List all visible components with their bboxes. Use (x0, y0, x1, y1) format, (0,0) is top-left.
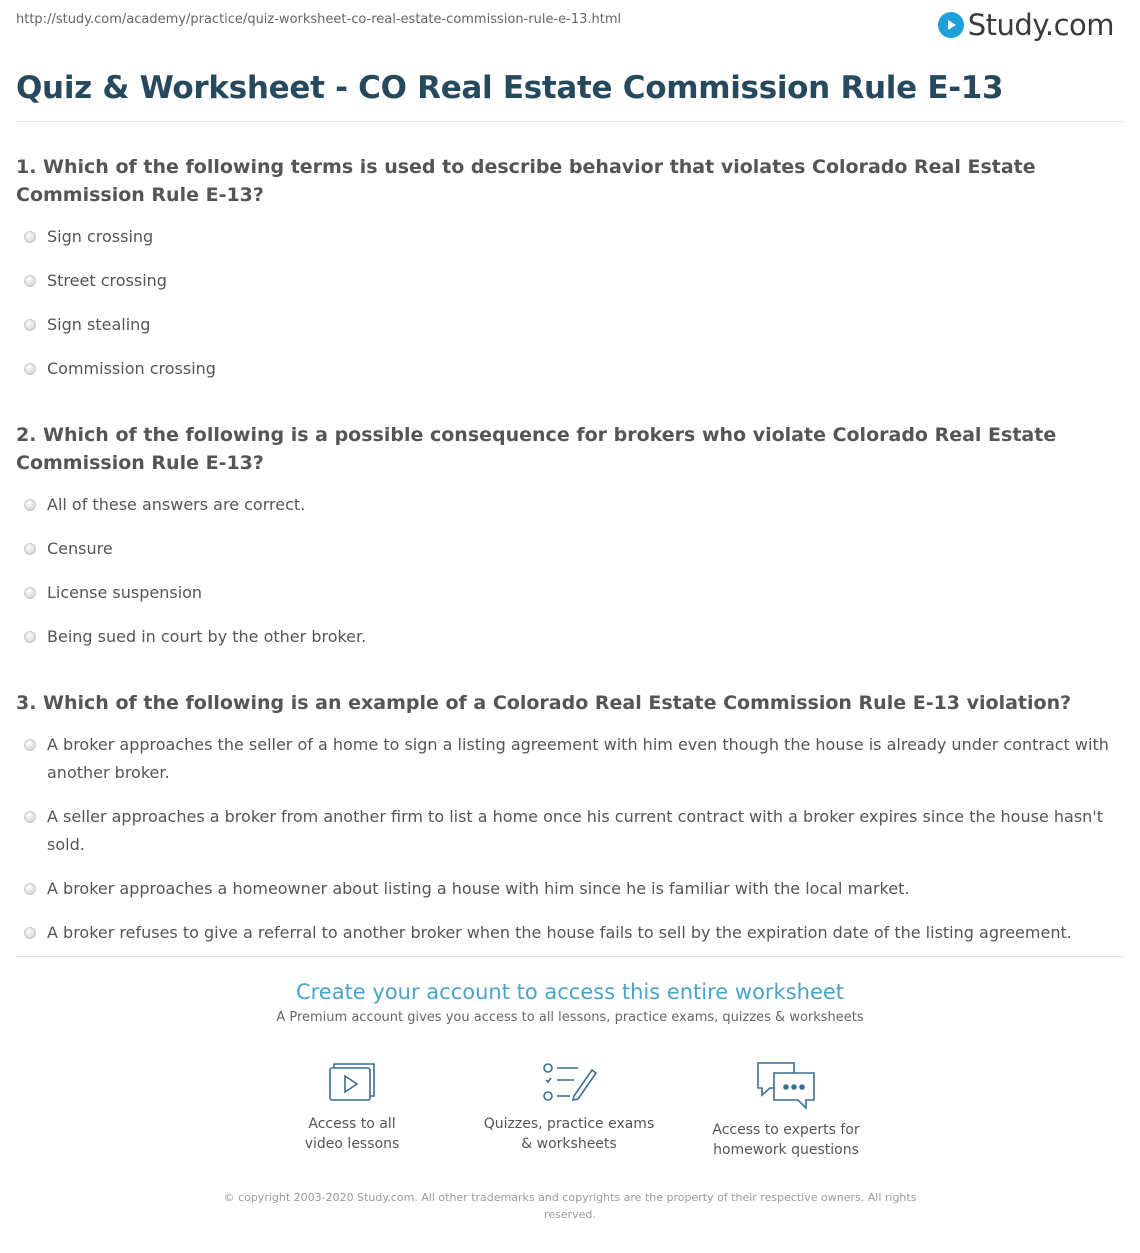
cta-divider (16, 956, 1124, 957)
answer-option[interactable] (16, 731, 1124, 787)
answer-option[interactable] (16, 803, 1124, 859)
radio-button[interactable] (24, 363, 36, 375)
answer-option[interactable] (16, 579, 1124, 607)
feature-line: Access to experts for (712, 1122, 860, 1138)
answer-label: A seller approaches a broker from another firm to list a home once his current contract with a broker expires since the house hasn't sold. (47, 807, 1103, 854)
answer-option[interactable] (16, 623, 1124, 651)
radio-button[interactable] (24, 275, 36, 287)
quiz-checklist-icon (469, 1060, 669, 1104)
radio-button[interactable] (24, 739, 36, 751)
video-lessons-icon (252, 1060, 452, 1104)
question-3 (16, 689, 1124, 963)
radio-button[interactable] (24, 319, 36, 331)
answer-option[interactable] (16, 919, 1124, 947)
copyright-text (200, 1189, 940, 1223)
feature-experts (686, 1060, 886, 1160)
answer-label: Street crossing (47, 271, 167, 290)
answer-label: Sign stealing (47, 315, 151, 334)
question-text: 3. Which of the following is an example of a Colorado Real Estate Commission Rule E-13 violation? (16, 692, 1072, 714)
feature-quizzes (469, 1060, 669, 1154)
logo-text: Study.com (967, 8, 1114, 42)
answer-options (16, 731, 1124, 947)
radio-button[interactable] (24, 499, 36, 511)
feature-video-lessons (252, 1060, 452, 1154)
answer-option[interactable] (16, 355, 1124, 383)
page-url: http://study.com/academy/practice/quiz-worksheet-co-real-estate-commission-rule-e-13.html (16, 12, 622, 27)
copyright-line: reserved. (544, 1208, 596, 1221)
cta-title[interactable]: Create your account to access this entire worksheet (295, 980, 845, 1004)
title-divider (16, 121, 1124, 122)
radio-button[interactable] (24, 231, 36, 243)
feature-line: video lessons (304, 1136, 400, 1152)
feature-line: Access to all (308, 1116, 396, 1132)
cta-subtitle: A Premium account gives you access to all lessons, practice exams, quizzes & worksheets (276, 1010, 864, 1025)
radio-button[interactable] (24, 883, 36, 895)
feature-line: homework questions (713, 1142, 859, 1158)
question-text: 1. Which of the following terms is used to describe behavior that violates Colorado Real Estate Commission Rule E-13? (16, 156, 1036, 206)
answer-option[interactable] (16, 267, 1124, 295)
answer-label: Sign crossing (47, 227, 154, 246)
answer-option[interactable] (16, 535, 1124, 563)
question-text: 2. Which of the following is a possible consequence for brokers who violate Colorado Real Estate Commission Rule E-13? (16, 424, 1057, 474)
answer-label: Being sued in court by the other broker. (47, 627, 367, 646)
answer-label: Commission crossing (47, 359, 216, 378)
top-bar (0, 0, 1140, 56)
answer-option[interactable] (16, 875, 1124, 903)
page-title: Quiz & Worksheet - CO Real Estate Commission Rule E-13 (16, 70, 1004, 106)
answer-label: License suspension (47, 583, 203, 602)
answer-label: A broker refuses to give a referral to another broker when the house fails to sell by the expiration date of the listing agreement. (47, 923, 1072, 942)
study-logo[interactable] (938, 8, 1114, 42)
radio-button[interactable] (24, 631, 36, 643)
answer-options (16, 223, 1124, 383)
answer-label: All of these answers are correct. (47, 495, 306, 514)
answer-label: A broker approaches a homeowner about listing a house with him since he is familiar with the local market. (47, 879, 910, 898)
feature-label (686, 1120, 886, 1160)
radio-button[interactable] (24, 811, 36, 823)
answer-options (16, 491, 1124, 651)
answer-option[interactable] (16, 223, 1124, 251)
feature-label (469, 1114, 669, 1154)
answer-label: A broker approaches the seller of a home to sign a listing agreement with him even though the house is already under contract with another broker. (47, 735, 1109, 782)
feature-label (252, 1114, 452, 1154)
question-1 (16, 153, 1124, 399)
question-2 (16, 421, 1124, 667)
radio-button[interactable] (24, 587, 36, 599)
radio-button[interactable] (24, 543, 36, 555)
feature-line: Quizzes, practice exams (483, 1116, 655, 1132)
play-circle-icon (938, 12, 964, 38)
expert-chat-icon (686, 1060, 886, 1110)
answer-option[interactable] (16, 491, 1124, 519)
copyright-line: © copyright 2003-2020 Study.com. All other trademarks and copyrights are the property of their respective owners. All rights (223, 1191, 917, 1204)
radio-button[interactable] (24, 927, 36, 939)
answer-option[interactable] (16, 311, 1124, 339)
feature-line: & worksheets (521, 1136, 617, 1152)
answer-label: Censure (47, 539, 113, 558)
